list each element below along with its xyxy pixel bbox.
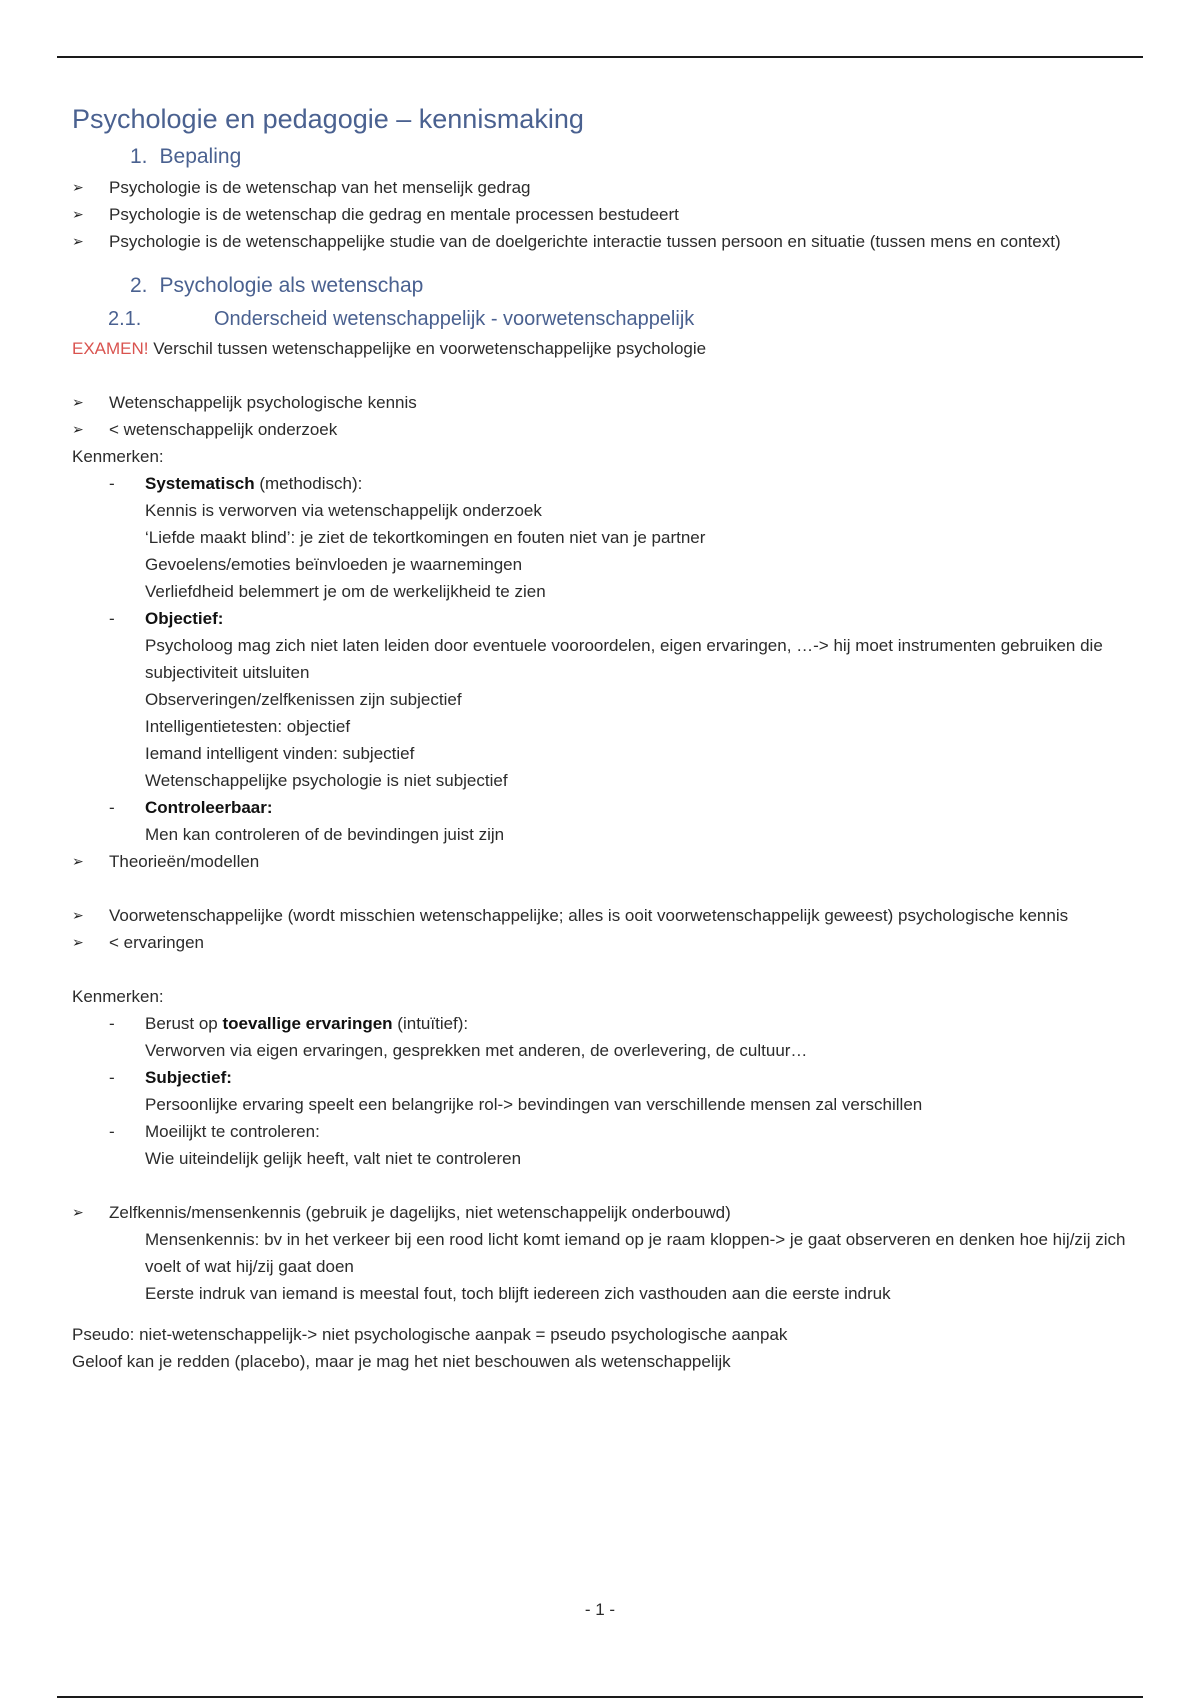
kenmerken-label: Kenmerken: <box>72 987 164 1006</box>
list-item-text: Theorieën/modellen <box>109 852 260 871</box>
dash-bullet-icon: - <box>109 1122 115 1141</box>
list-item <box>72 1199 1132 1226</box>
closing-line: Pseudo: niet-wetenschappelijk-> niet psychologische aanpak = pseudo psychologische aanpak <box>72 1325 788 1344</box>
dash-item <box>72 1118 1132 1145</box>
top-rule <box>57 56 1143 58</box>
arrowhead-bullet-icon: ➢ <box>72 907 84 923</box>
section-title: Psychologie als wetenschap <box>159 274 424 297</box>
list-item-text: Psychologie is de wetenschap van het menselijk gedrag <box>109 178 531 197</box>
page-title: Psychologie en pedagogie – kennismaking <box>72 104 584 134</box>
dash-bullet-icon: - <box>109 609 115 628</box>
term-bold: toevallige ervaringen <box>222 1014 393 1033</box>
term-bold: Subjectief: <box>145 1068 232 1087</box>
detail-line: Observeringen/zelfkenissen zijn subjectief <box>145 690 462 709</box>
detail-line: Intelligentietesten: objectief <box>145 717 351 736</box>
detail-line: Gevoelens/emoties beïnvloeden je waarnemingen <box>145 555 523 574</box>
list-item-text: Voorwetenschappelijke (wordt misschien wetenschappelijke; alles is ooit voorwetenschappelijk geweest) psychologische kennis <box>109 906 1069 925</box>
arrowhead-bullet-icon: ➢ <box>72 179 84 195</box>
section-heading-2 <box>130 269 1132 303</box>
kenmerken-label: Kenmerken: <box>72 447 164 466</box>
arrowhead-bullet-icon: ➢ <box>72 853 84 869</box>
list-item <box>72 848 1132 875</box>
list-item <box>72 201 1132 228</box>
list-item-text: Zelfkennis/mensenkennis (gebruik je dagelijks, niet wetenschappelijk onderbouwd) <box>109 1203 731 1222</box>
list-item <box>72 416 1132 443</box>
section-heading-1 <box>130 140 1132 174</box>
document-body <box>72 98 1132 1375</box>
term-bold: Controleerbaar: <box>145 798 273 817</box>
dash-item <box>72 1064 1132 1091</box>
detail-line: Verliefdheid belemmert je om de werkelijkheid te zien <box>145 582 546 601</box>
term-rest: (intuïtief): <box>392 1014 469 1033</box>
bottom-rule <box>57 1696 1143 1698</box>
dash-item <box>72 1010 1132 1037</box>
list-item <box>72 389 1132 416</box>
term-bold: Objectief: <box>145 609 224 628</box>
list-item <box>72 902 1132 929</box>
detail-line: Men kan controleren of de bevindingen juist zijn <box>145 825 505 844</box>
detail-line: Wie uiteindelijk gelijk heeft, valt niet te controleren <box>145 1149 522 1168</box>
list-item <box>72 228 1132 255</box>
term-rest: (methodisch): <box>254 474 363 493</box>
page-number: - 1 - <box>584 1600 616 1619</box>
dash-text: Moeilijkt te controleren: <box>145 1122 320 1141</box>
arrowhead-bullet-icon: ➢ <box>72 206 84 222</box>
detail-line: Iemand intelligent vinden: subjectief <box>145 744 415 763</box>
section-number: 2. <box>130 274 148 297</box>
arrowhead-bullet-icon: ➢ <box>72 233 84 249</box>
subsection-number: 2.1. <box>108 308 142 330</box>
detail-line: Kennis is verworven via wetenschappelijk onderzoek <box>145 501 542 520</box>
detail-line: ‘Liefde maakt blind’: je ziet de tekortkomingen en fouten niet van je partner <box>145 528 706 547</box>
arrowhead-bullet-icon: ➢ <box>72 1204 84 1220</box>
exam-text: Verschil tussen wetenschappelijke en voorwetenschappelijke psychologie <box>148 339 707 358</box>
exam-note <box>72 335 1132 362</box>
arrowhead-bullet-icon: ➢ <box>72 934 84 950</box>
arrowhead-bullet-icon: ➢ <box>72 421 84 437</box>
detail-line: Psycholoog mag zich niet laten leiden door eventuele vooroordelen, eigen ervaringen, …-> hij moet instrumenten gebruiken die subjectiviteit uitsluiten <box>145 636 1103 682</box>
dash-item <box>72 470 1132 497</box>
list-item-text: Wetenschappelijk psychologische kennis <box>109 393 417 412</box>
subsection-title: Onderscheid wetenschappelijk - voorwetenschappelijk <box>214 308 695 330</box>
list-item-text: < ervaringen <box>109 933 204 952</box>
list-item-text: Psychologie is de wetenschappelijke studie van de doelgerichte interactie tussen persoon en situatie (tussen mens en context) <box>109 232 1061 251</box>
list-item-text: Psychologie is de wetenschap die gedrag en mentale processen bestudeert <box>109 205 679 224</box>
dash-item <box>72 794 1132 821</box>
term-bold: Systematisch <box>145 474 255 493</box>
subsection-heading <box>108 303 1132 335</box>
detail-line: Verworven via eigen ervaringen, gesprekken met anderen, de overlevering, de cultuur… <box>145 1041 808 1060</box>
dash-item <box>72 605 1132 632</box>
list-item <box>72 174 1132 201</box>
dash-bullet-icon: - <box>109 798 115 817</box>
arrowhead-bullet-icon: ➢ <box>72 394 84 410</box>
term-prefix: Berust op <box>145 1014 223 1033</box>
section-number: 1. <box>130 145 148 168</box>
detail-line: Persoonlijke ervaring speelt een belangrijke rol-> bevindingen van verschillende mensen zal verschillen <box>145 1095 923 1114</box>
detail-line: Mensenkennis: bv in het verkeer bij een rood licht komt iemand op je raam kloppen-> je gaat observeren en denken hoe hij/zij zich voelt of wat hij/zij gaat doen <box>145 1230 1126 1276</box>
exam-label: EXAMEN! <box>72 339 149 358</box>
detail-line: Eerste indruk van iemand is meestal fout, toch blijft iedereen zich vasthouden aan die eerste indruk <box>145 1284 891 1303</box>
dash-bullet-icon: - <box>109 474 115 493</box>
dash-bullet-icon: - <box>109 1068 115 1087</box>
dash-bullet-icon: - <box>109 1014 115 1033</box>
closing-line: Geloof kan je redden (placebo), maar je mag het niet beschouwen als wetenschappelijk <box>72 1352 731 1371</box>
list-item-text: < wetenschappelijk onderzoek <box>109 420 338 439</box>
detail-line: Wetenschappelijke psychologie is niet subjectief <box>145 771 508 790</box>
section-title: Bepaling <box>159 145 242 168</box>
list-item <box>72 929 1132 956</box>
